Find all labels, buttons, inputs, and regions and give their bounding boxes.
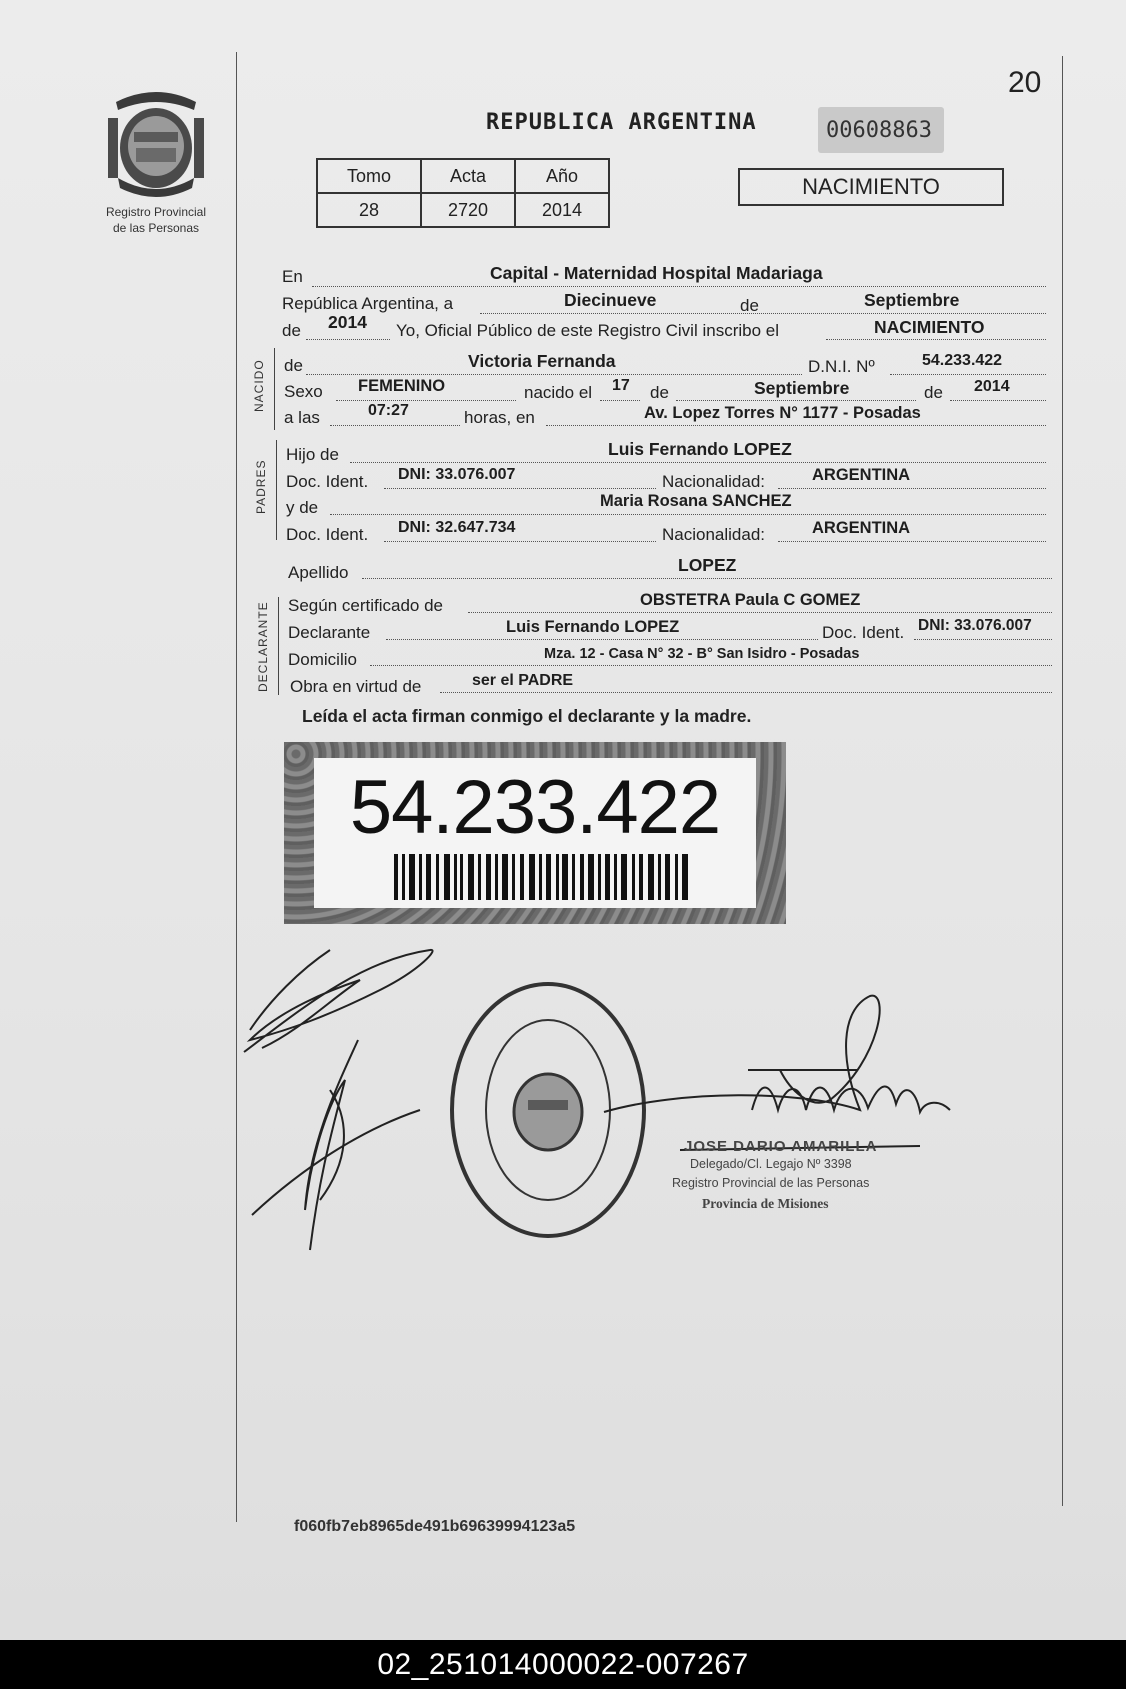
value-father-nationality: ARGENTINA bbox=[812, 466, 911, 484]
value-birth-day: 17 bbox=[612, 377, 630, 394]
value-sex: FEMENINO bbox=[358, 377, 446, 395]
country-title: REPUBLICA ARGENTINA bbox=[486, 110, 757, 135]
value-birth-year: 2014 bbox=[974, 378, 1010, 395]
value-father-doc: DNI: 33.076.007 bbox=[398, 466, 516, 483]
table-value-ano: 2014 bbox=[515, 193, 609, 227]
table-header-acta: Acta bbox=[421, 159, 515, 193]
official-name: JOSE DARIO AMARILLA bbox=[684, 1138, 878, 1155]
label-nacido-el: nacido el bbox=[524, 383, 593, 402]
label-obra-en-virtud: Obra en virtud de bbox=[290, 677, 422, 696]
label-domicilio: Domicilio bbox=[288, 650, 357, 669]
page-number: 20 bbox=[1008, 66, 1042, 99]
official-stamp bbox=[452, 984, 644, 1236]
value-father-name: Luis Fernando LOPEZ bbox=[608, 439, 792, 459]
table-value-acta: 2720 bbox=[421, 193, 515, 227]
official-title: Delegado/Cl. Legajo Nº 3398 bbox=[690, 1157, 852, 1171]
label-de-child: de bbox=[284, 356, 303, 375]
label-doc-ident-mother: Doc. Ident. bbox=[286, 525, 369, 544]
label-de-year: de bbox=[282, 321, 301, 340]
value-mother-nationality: ARGENTINA bbox=[812, 519, 911, 537]
label-dni: D.N.I. Nº bbox=[808, 357, 875, 376]
mother-signature bbox=[252, 1040, 420, 1250]
value-record-kind: NACIMIENTO bbox=[874, 317, 985, 337]
serial-number: 00608863 bbox=[826, 118, 932, 143]
closing-statement: Leída el acta firman conmigo el declarante y la madre. bbox=[302, 706, 752, 726]
value-declarant-doc: DNI: 33.076.007 bbox=[918, 617, 1032, 634]
label-hijo-de: Hijo de bbox=[286, 445, 339, 464]
value-birth-time: 07:27 bbox=[368, 402, 409, 419]
dni-label-number: 54.233.422 bbox=[349, 765, 721, 850]
table-header-tomo: Tomo bbox=[317, 159, 421, 193]
table-value-tomo: 28 bbox=[317, 193, 421, 227]
value-day-words: Diecinueve bbox=[564, 290, 657, 310]
label-nacionalidad-father: Nacionalidad: bbox=[662, 472, 766, 491]
file-id-bar: 02_251014000022-007267 bbox=[0, 1640, 1126, 1689]
label-y-de: y de bbox=[286, 498, 319, 517]
value-place: Capital - Maternidad Hospital Madariaga bbox=[490, 263, 823, 283]
label-horas-en: horas, en bbox=[464, 408, 535, 427]
section-label-declarante: DECLARANTE bbox=[256, 601, 270, 692]
label-doc-ident-father: Doc. Ident. bbox=[286, 472, 369, 491]
value-address: Mza. 12 - Casa N° 32 - B° San Isidro - Posadas bbox=[544, 646, 860, 662]
value-year: 2014 bbox=[328, 312, 367, 332]
value-month: Septiembre bbox=[864, 290, 960, 310]
official-province: Provincia de Misiones bbox=[702, 1196, 829, 1211]
registry-caption-line1: Registro Provincial bbox=[105, 205, 207, 219]
label-yo-oficial: Yo, Oficial Público de este Registro Civil inscribo el bbox=[396, 321, 779, 340]
section-label-padres: PADRES bbox=[254, 459, 268, 514]
official-office: Registro Provincial de las Personas bbox=[672, 1176, 870, 1190]
label-segun-certificado: Según certificado de bbox=[288, 596, 443, 615]
value-mother-name: Maria Rosana SANCHEZ bbox=[600, 492, 792, 510]
table-header-ano: Año bbox=[515, 159, 609, 193]
label-en: En bbox=[282, 267, 303, 286]
document-hash: f060fb7eb8965de491b69639994123a5 bbox=[294, 1518, 576, 1535]
official-signature bbox=[604, 996, 950, 1150]
label-de-birth-year: de bbox=[924, 383, 943, 402]
registry-caption-line2: de las Personas bbox=[112, 221, 200, 235]
label-de: de bbox=[740, 296, 759, 315]
value-birth-place: Av. Lopez Torres N° 1177 - Posadas bbox=[644, 404, 921, 422]
label-declarante: Declarante bbox=[288, 623, 371, 642]
value-certificate-by: OBSTETRA Paula C GOMEZ bbox=[640, 591, 861, 609]
label-nacionalidad-mother: Nacionalidad: bbox=[662, 525, 766, 544]
label-a-las: a las bbox=[284, 408, 320, 427]
label-republica: República Argentina, a bbox=[282, 294, 454, 313]
label-doc-ident-declarant: Doc. Ident. bbox=[822, 623, 905, 642]
value-declarant-name: Luis Fernando LOPEZ bbox=[506, 618, 680, 636]
label-sexo: Sexo bbox=[284, 382, 323, 401]
section-label-nacido: NACIDO bbox=[252, 359, 266, 412]
label-apellido: Apellido bbox=[288, 563, 349, 582]
value-surname: LOPEZ bbox=[678, 555, 737, 575]
value-child-name: Victoria Fernanda bbox=[468, 351, 616, 371]
value-mother-doc: DNI: 32.647.734 bbox=[398, 519, 516, 536]
record-type-box: NACIMIENTO bbox=[738, 168, 1004, 206]
value-birth-month: Septiembre bbox=[754, 378, 850, 398]
value-acting-as: ser el PADRE bbox=[472, 672, 574, 689]
label-de-birth-month: de bbox=[650, 383, 669, 402]
value-child-dni: 54.233.422 bbox=[922, 352, 1003, 369]
declarant-signature bbox=[244, 950, 433, 1052]
